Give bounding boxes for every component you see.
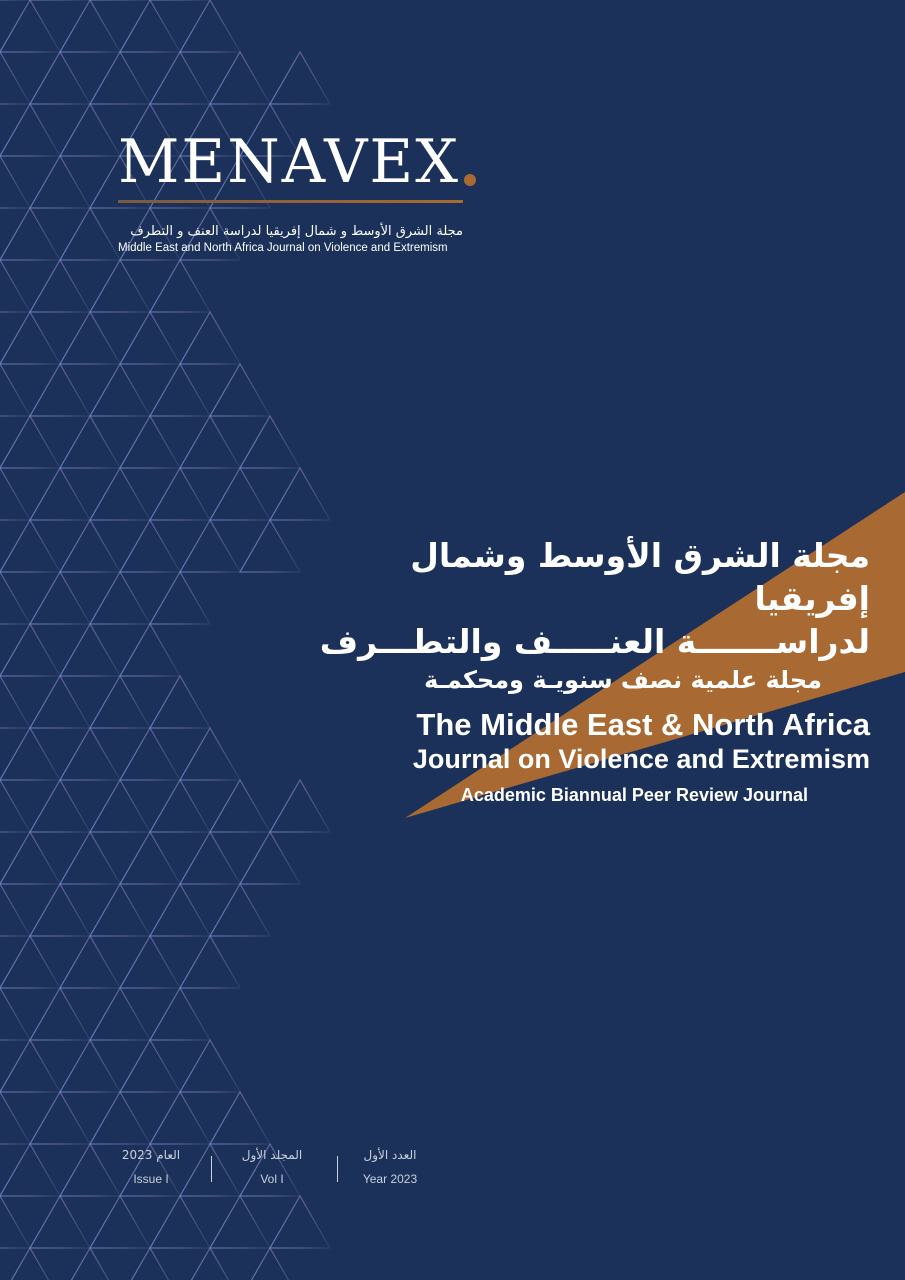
triangle-shape xyxy=(150,468,210,520)
footer-col1-bottom: Issue I xyxy=(133,1172,169,1186)
triangle-shape xyxy=(60,728,120,780)
triangle-shape xyxy=(0,156,30,208)
triangle-shape xyxy=(150,260,210,312)
logo-subtitle-arabic: مجلة الشرق الأوسط و شمال إفريقيا لدراسة العنف و التطرف xyxy=(130,224,463,239)
triangle-shape xyxy=(0,780,30,832)
triangle-shape xyxy=(0,1040,60,1092)
triangle-shape xyxy=(0,624,60,676)
triangle-shape xyxy=(60,104,120,156)
triangle-shape xyxy=(0,364,30,416)
triangle-shape xyxy=(60,1248,120,1280)
triangle-shape xyxy=(120,416,180,468)
triangle-shape xyxy=(210,468,270,520)
triangle-shape xyxy=(150,52,210,104)
triangle-shape xyxy=(150,780,210,832)
footer-number xyxy=(352,1148,428,1186)
triangle-shape xyxy=(0,1092,30,1144)
triangle-shape xyxy=(0,312,60,364)
triangle-shape xyxy=(0,884,30,936)
triangle-shape xyxy=(150,364,210,416)
triangle-shape xyxy=(150,676,210,728)
triangle-shape xyxy=(120,936,180,988)
triangle-shape xyxy=(30,260,90,312)
triangle-shape xyxy=(60,520,120,572)
triangle-shape xyxy=(60,624,120,676)
triangle-shape xyxy=(0,208,60,260)
triangle-shape xyxy=(90,364,150,416)
triangle-shape xyxy=(150,572,210,624)
triangle-shape xyxy=(120,832,180,884)
footer-col2-bottom: Vol I xyxy=(260,1172,284,1186)
triangle-shape xyxy=(30,364,90,416)
triangle-shape xyxy=(0,728,60,780)
footer-volume xyxy=(232,1148,312,1186)
triangle-shape xyxy=(150,1196,210,1248)
triangle-shape xyxy=(180,728,240,780)
logo-wordmark-text: MENAVEX xyxy=(118,127,460,197)
triangle-shape xyxy=(150,1092,210,1144)
triangle-shape xyxy=(60,416,120,468)
english-tagline: Academic Biannual Peer Review Journal xyxy=(460,785,808,806)
triangle-shape xyxy=(210,1092,270,1144)
footer-col3-bottom: Year 2023 xyxy=(362,1172,418,1186)
logo-underline xyxy=(118,200,463,203)
journal-title-block xyxy=(310,535,870,806)
footer-col3-top: العدد الأول xyxy=(363,1148,417,1162)
footer-year-issue xyxy=(118,1148,184,1186)
triangle-shape xyxy=(180,1144,240,1196)
triangle-shape xyxy=(240,416,300,468)
triangle-shape xyxy=(210,364,270,416)
triangle-shape xyxy=(270,1196,330,1248)
triangle-shape xyxy=(90,52,150,104)
triangle-shape xyxy=(180,936,240,988)
triangle-shape xyxy=(0,988,30,1040)
arabic-title-line-1: مجلة الشرق الأوسط وشمال إفريقيا xyxy=(410,536,870,618)
footer-separator xyxy=(337,1156,338,1182)
triangle-shape xyxy=(0,936,60,988)
triangle-shape xyxy=(180,520,240,572)
triangle-shape xyxy=(120,1248,180,1280)
triangle-shape xyxy=(30,988,90,1040)
triangle-shape xyxy=(180,416,240,468)
triangle-shape xyxy=(0,1248,60,1280)
triangle-shape xyxy=(210,52,270,104)
triangle-shape xyxy=(0,1196,30,1248)
triangle-shape xyxy=(60,1040,120,1092)
english-title-line-1: The Middle East & North Africa xyxy=(416,706,870,742)
menavex-logo xyxy=(118,127,476,203)
triangle-shape xyxy=(180,0,240,52)
logo-wordmark xyxy=(118,127,476,197)
triangle-shape xyxy=(0,52,30,104)
triangle-shape xyxy=(0,416,60,468)
triangle-shape xyxy=(0,0,60,52)
triangle-shape xyxy=(0,572,30,624)
triangle-shape xyxy=(30,572,90,624)
footer-col1-top: العام 2023 xyxy=(121,1148,181,1162)
triangle-shape xyxy=(120,520,180,572)
triangle-shape xyxy=(60,832,120,884)
triangle-shape xyxy=(210,1196,270,1248)
triangle-shape xyxy=(90,780,150,832)
triangle-shape xyxy=(90,468,150,520)
triangle-shape xyxy=(120,312,180,364)
triangle-shape xyxy=(30,780,90,832)
logo-dot-icon xyxy=(464,174,476,186)
triangle-shape xyxy=(0,104,60,156)
triangle-shape xyxy=(0,676,30,728)
triangle-shape xyxy=(90,260,150,312)
english-title-line-2: Journal on Violence and Extremism xyxy=(412,743,870,774)
triangle-shape xyxy=(150,988,210,1040)
triangle-shape xyxy=(30,884,90,936)
triangle-shape xyxy=(90,676,150,728)
triangle-shape xyxy=(120,624,180,676)
arabic-title-line-2: لدراســـــــة العنـــــف والتطـــرف xyxy=(319,621,870,661)
triangle-shape xyxy=(240,520,300,572)
triangle-shape xyxy=(240,1248,300,1280)
triangle-shape xyxy=(30,676,90,728)
logo-subtitle-english: Middle East and North Africa Journal on Violence and Extremism xyxy=(118,242,448,254)
triangle-shape xyxy=(90,1196,150,1248)
triangle-shape xyxy=(60,936,120,988)
triangle-shape xyxy=(120,728,180,780)
triangle-shape xyxy=(270,52,330,104)
triangle-shape xyxy=(0,520,60,572)
triangle-shape xyxy=(120,0,180,52)
triangle-shape xyxy=(0,1144,60,1196)
triangle-shape xyxy=(30,1196,90,1248)
triangle-shape xyxy=(210,780,270,832)
triangle-shape xyxy=(60,1144,120,1196)
triangle-shape xyxy=(90,1092,150,1144)
triangle-shape xyxy=(150,884,210,936)
arabic-subtitle: مجلة علمية نصف سنويـة ومحكمـة xyxy=(424,665,822,694)
triangle-shape xyxy=(180,1248,240,1280)
triangle-shape xyxy=(0,832,60,884)
footer-separator xyxy=(211,1156,212,1182)
triangle-shape xyxy=(30,468,90,520)
footer-col2-top: المجلد الأول xyxy=(241,1148,303,1162)
triangle-shape xyxy=(0,260,30,312)
triangle-shape xyxy=(120,1040,180,1092)
triangle-shape xyxy=(240,832,300,884)
triangle-shape xyxy=(210,884,270,936)
triangle-shape xyxy=(60,0,120,52)
triangle-shape xyxy=(90,988,150,1040)
triangle-shape xyxy=(180,832,240,884)
triangle-shape xyxy=(60,312,120,364)
triangle-shape xyxy=(90,572,150,624)
triangle-shape xyxy=(270,468,330,520)
triangle-shape xyxy=(30,52,90,104)
triangle-shape xyxy=(180,312,240,364)
triangle-shape xyxy=(30,156,90,208)
triangle-shape xyxy=(0,468,30,520)
triangle-shape xyxy=(30,1092,90,1144)
triangle-shape xyxy=(60,208,120,260)
triangle-shape xyxy=(90,884,150,936)
triangle-shape xyxy=(180,1040,240,1092)
